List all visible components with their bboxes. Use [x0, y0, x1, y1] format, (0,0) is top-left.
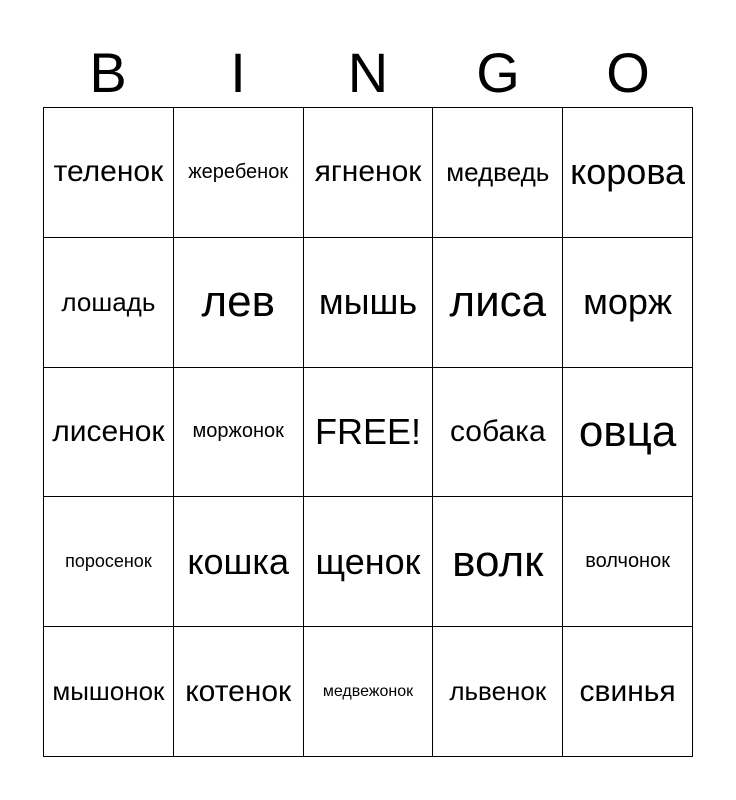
header-letter-i: I — [230, 41, 246, 104]
bingo-card — [43, 107, 693, 757]
bingo-cell[interactable]: лев — [174, 238, 304, 368]
bingo-cell[interactable]: свинья — [563, 627, 693, 757]
bingo-cell[interactable]: волк — [433, 497, 563, 627]
bingo-cell[interactable]: собака — [433, 368, 563, 498]
bingo-cell[interactable]: корова — [563, 108, 693, 238]
bingo-cell[interactable]: лиса — [433, 238, 563, 368]
bingo-cell[interactable]: ягненок — [304, 108, 434, 238]
bingo-cell[interactable]: щенок — [304, 497, 434, 627]
free-space-cell[interactable]: FREE! — [304, 368, 434, 498]
bingo-cell[interactable]: мышь — [304, 238, 434, 368]
bingo-cell[interactable]: жеребенок — [174, 108, 304, 238]
bingo-cell[interactable]: волчонок — [563, 497, 693, 627]
bingo-cell[interactable]: медвежонок — [304, 627, 434, 757]
bingo-cell[interactable]: кошка — [174, 497, 304, 627]
header-letter-n: N — [347, 41, 389, 104]
bingo-cell[interactable]: поросенок — [44, 497, 174, 627]
header-letter-b: B — [89, 41, 127, 104]
bingo-cell[interactable]: мышонок — [44, 627, 174, 757]
header-letter-o: O — [606, 41, 650, 104]
bingo-cell[interactable]: медведь — [433, 108, 563, 238]
bingo-header — [43, 40, 693, 106]
bingo-cell[interactable]: овца — [563, 368, 693, 498]
bingo-cell[interactable]: лисенок — [44, 368, 174, 498]
header-letter-g: G — [476, 41, 520, 104]
bingo-cell[interactable]: лошадь — [44, 238, 174, 368]
bingo-cell[interactable]: морж — [563, 238, 693, 368]
bingo-cell[interactable]: моржонок — [174, 368, 304, 498]
bingo-cell[interactable]: львенок — [433, 627, 563, 757]
bingo-cell[interactable]: теленок — [44, 108, 174, 238]
bingo-cell[interactable]: котенок — [174, 627, 304, 757]
